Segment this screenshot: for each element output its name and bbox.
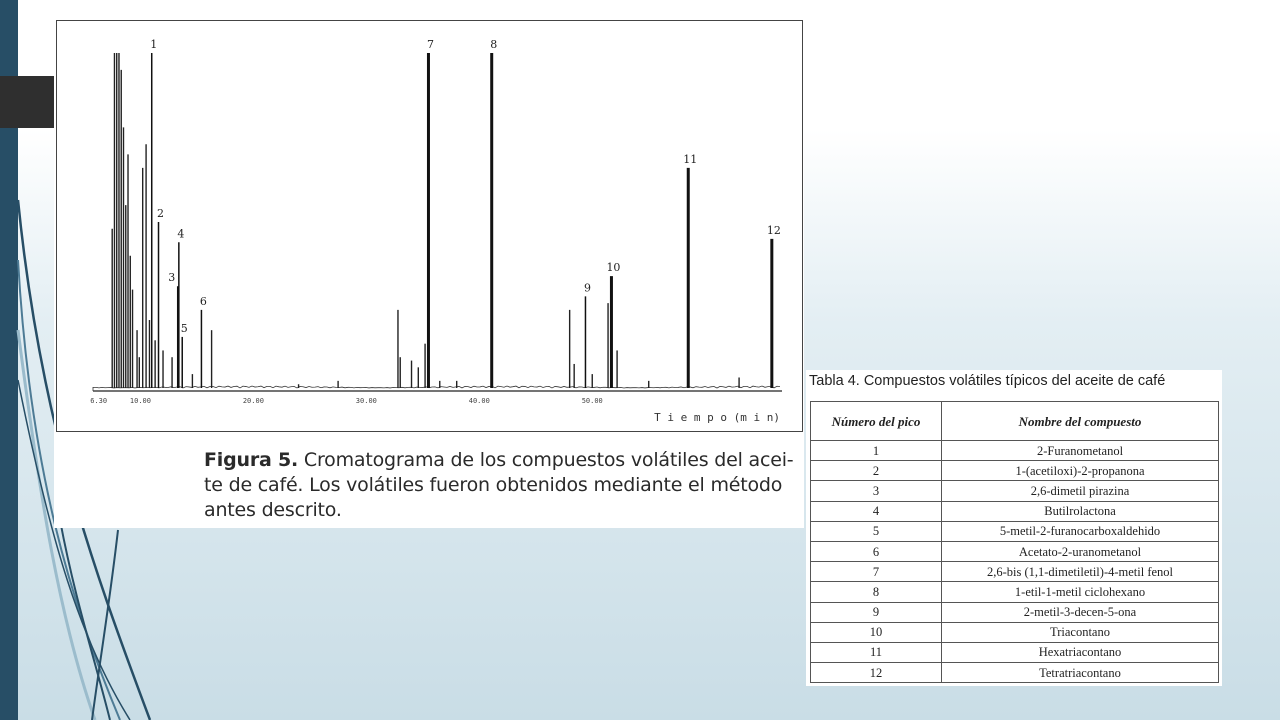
x-tick-label: 30.00 <box>355 397 377 405</box>
compound-name-cell: 2,6-dimetil pirazina <box>942 481 1219 501</box>
table-row <box>811 521 1219 541</box>
table-row <box>811 663 1219 683</box>
compound-name-cell: Tetratriacontano <box>942 663 1219 683</box>
compound-name-cell: Acetato-2-uranometanol <box>942 541 1219 561</box>
chromatogram-svg <box>57 21 802 431</box>
peak-number-cell: 6 <box>811 541 942 561</box>
peak-label-7: 7 <box>426 38 434 51</box>
figure-caption <box>204 448 804 523</box>
x-tick-label: 10.00 <box>129 397 151 405</box>
table-row <box>811 582 1219 602</box>
peak-number-cell: 12 <box>811 663 942 683</box>
table-row <box>811 541 1219 561</box>
peak-number-cell: 9 <box>811 602 942 622</box>
table-row <box>811 622 1219 642</box>
table-row <box>811 441 1219 461</box>
figure <box>54 18 804 528</box>
peak-number-cell: 2 <box>811 461 942 481</box>
peak-number-cell: 8 <box>811 582 942 602</box>
table-header-row <box>811 402 1219 441</box>
header-compound-name: Nombre del compuesto <box>942 402 1219 441</box>
peak-number-cell: 3 <box>811 481 942 501</box>
peak-label-4: 4 <box>177 227 185 241</box>
compounds-table-panel <box>806 370 1222 686</box>
table-row <box>811 481 1219 501</box>
caption-text: Cromatograma de los compuestos volátiles del acei-te de café. Los volátiles fueron obtenidos mediante el método antes descrito. <box>204 449 794 521</box>
x-tick-label: 20.00 <box>242 397 264 405</box>
peak-label-2: 2 <box>157 207 165 220</box>
peak-label-3: 3 <box>168 271 176 285</box>
compound-name-cell: 1-etil-1-metil ciclohexano <box>942 582 1219 602</box>
table-title: Tabla 4. Compuestos volátiles típicos del aceite de café <box>809 373 1166 389</box>
peak-label-6: 6 <box>199 294 207 308</box>
peak-label-1: 1 <box>150 38 158 51</box>
caption-label: Figura 5. <box>204 449 299 471</box>
compound-name-cell: 5-metil-2-furanocarboxaldehido <box>942 521 1219 541</box>
peak-label-10: 10 <box>606 261 621 275</box>
x-tick-label: 40.00 <box>468 397 490 405</box>
x-axis-label: T i e m p o (m i n) <box>654 411 780 424</box>
peak-label-11: 11 <box>683 152 698 166</box>
dark-tab <box>0 76 54 128</box>
peak-number-cell: 1 <box>811 441 942 461</box>
baseline-trace <box>93 386 780 391</box>
compound-name-cell: Hexatriacontano <box>942 642 1219 662</box>
table-row <box>811 461 1219 481</box>
chromatogram-chart <box>56 20 803 432</box>
compound-name-cell: Butilrolactona <box>942 501 1219 521</box>
peak-number-cell: 7 <box>811 562 942 582</box>
compound-name-cell: 2,6-bis (1,1-dimetiletil)-4-metil fenol <box>942 562 1219 582</box>
table-row <box>811 602 1219 622</box>
header-peak-number: Número del pico <box>811 402 942 441</box>
peak-label-12: 12 <box>766 223 781 237</box>
table-row <box>811 562 1219 582</box>
compounds-table <box>810 401 1219 683</box>
compound-name-cell: 2-Furanometanol <box>942 441 1219 461</box>
table-row <box>811 642 1219 662</box>
peak-number-cell: 11 <box>811 642 942 662</box>
x-tick-label: 6.30 <box>90 397 108 405</box>
peak-label-9: 9 <box>583 281 591 295</box>
peak-label-5: 5 <box>180 321 188 335</box>
x-tick-label: 50.00 <box>581 397 603 405</box>
peak-label-8: 8 <box>490 38 498 51</box>
peak-number-cell: 10 <box>811 622 942 642</box>
compound-name-cell: 1-(acetiloxi)-2-propanona <box>942 461 1219 481</box>
table-row <box>811 501 1219 521</box>
peak-number-cell: 4 <box>811 501 942 521</box>
compound-name-cell: 2-metil-3-decen-5-ona <box>942 602 1219 622</box>
compound-name-cell: Triacontano <box>942 622 1219 642</box>
peak-number-cell: 5 <box>811 521 942 541</box>
